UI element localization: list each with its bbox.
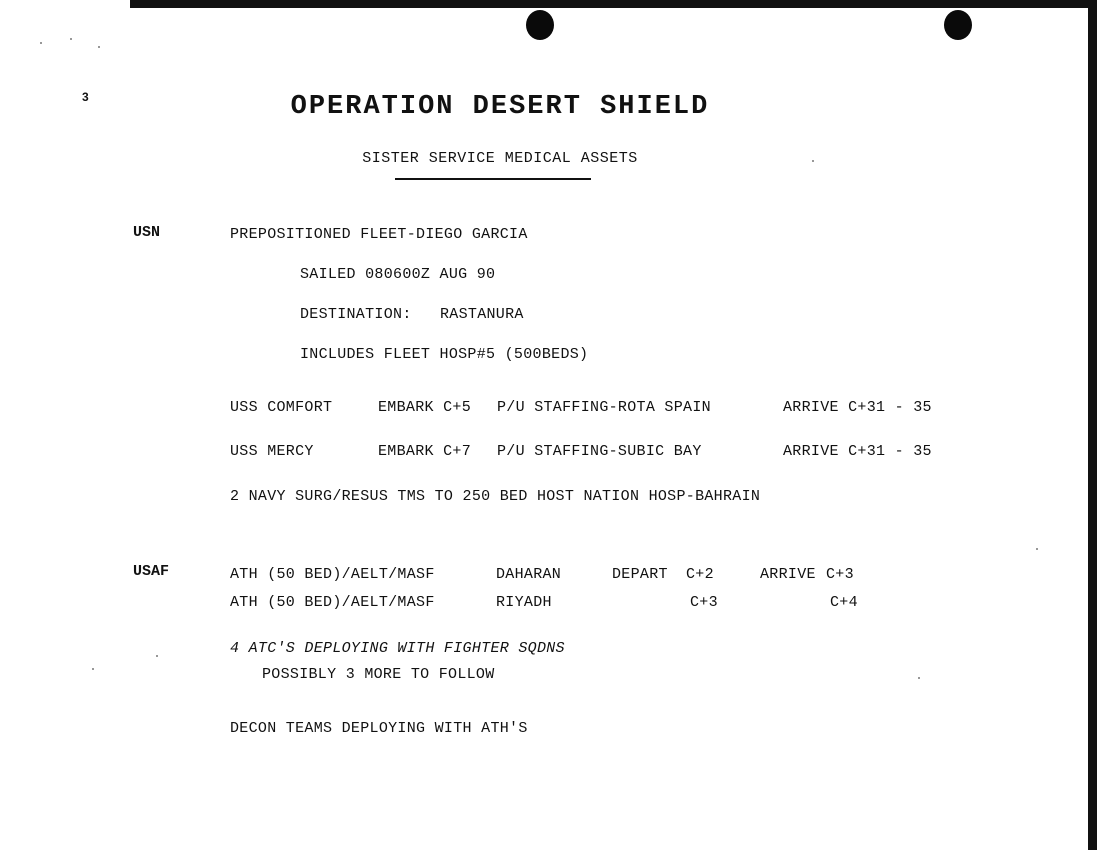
usaf-arrive-label: ARRIVE	[760, 566, 816, 583]
scan-speck	[70, 38, 72, 40]
page-number: 3	[82, 90, 89, 104]
usn-prepositioned: PREPOSITIONED FLEET-DIEGO GARCIA	[230, 226, 528, 243]
right-border	[1088, 0, 1097, 850]
usaf-label: USAF	[133, 563, 170, 580]
usaf-atc-followup: POSSIBLY 3 MORE TO FOLLOW	[262, 666, 495, 683]
top-border-gap	[0, 0, 130, 8]
usaf-depart: C+3	[690, 594, 718, 611]
scan-speck	[92, 668, 94, 670]
usaf-depart: C+2	[686, 566, 714, 583]
usn-sailed: SAILED 080600Z AUG 90	[300, 266, 496, 283]
usaf-depart-label: DEPART	[612, 566, 668, 583]
ship-embark: EMBARK C+5	[378, 399, 472, 416]
ship-pickup: P/U STAFFING-SUBIC BAY	[497, 443, 702, 460]
usaf-location: DAHARAN	[496, 566, 562, 583]
page-subtitle: SISTER SERVICE MEDICAL ASSETS	[362, 150, 638, 167]
usaf-arrive: C+3	[826, 566, 854, 583]
usaf-decon: DECON TEAMS DEPLOYING WITH ATH'S	[230, 720, 528, 737]
ship-arrive: ARRIVE C+31 - 35	[783, 399, 932, 416]
ship-name: USS MERCY	[230, 443, 314, 460]
scan-speck	[98, 46, 100, 48]
punch-hole-icon	[944, 10, 972, 40]
usaf-unit: ATH (50 BED)/AELT/MASF	[230, 566, 435, 583]
top-border	[0, 0, 1097, 8]
ship-arrive: ARRIVE C+31 - 35	[783, 443, 932, 460]
usaf-unit: ATH (50 BED)/AELT/MASF	[230, 594, 435, 611]
ship-embark: EMBARK C+7	[378, 443, 472, 460]
subtitle-underline	[395, 178, 591, 180]
scan-speck	[40, 42, 42, 44]
usn-includes: INCLUDES FLEET HOSP#5 (500BEDS)	[300, 346, 589, 363]
scan-speck	[1036, 548, 1038, 550]
usn-destination-value: RASTANURA	[440, 306, 524, 323]
usaf-arrive: C+4	[830, 594, 858, 611]
usaf-location: RIYADH	[496, 594, 552, 611]
ship-name: USS COMFORT	[230, 399, 333, 416]
usn-destination-label: DESTINATION:	[300, 306, 412, 323]
page-title: OPERATION DESERT SHIELD	[290, 92, 710, 122]
scan-speck	[918, 677, 920, 679]
ship-pickup: P/U STAFFING-ROTA SPAIN	[497, 399, 711, 416]
scan-speck	[156, 655, 158, 657]
punch-hole-icon	[526, 10, 554, 40]
usn-surg-teams: 2 NAVY SURG/RESUS TMS TO 250 BED HOST NATION HOSP-BAHRAIN	[230, 488, 761, 505]
scan-speck	[812, 160, 814, 162]
usn-label: USN	[133, 224, 161, 241]
usaf-atc-line: 4 ATC'S DEPLOYING WITH FIGHTER SQDNS	[230, 640, 565, 657]
